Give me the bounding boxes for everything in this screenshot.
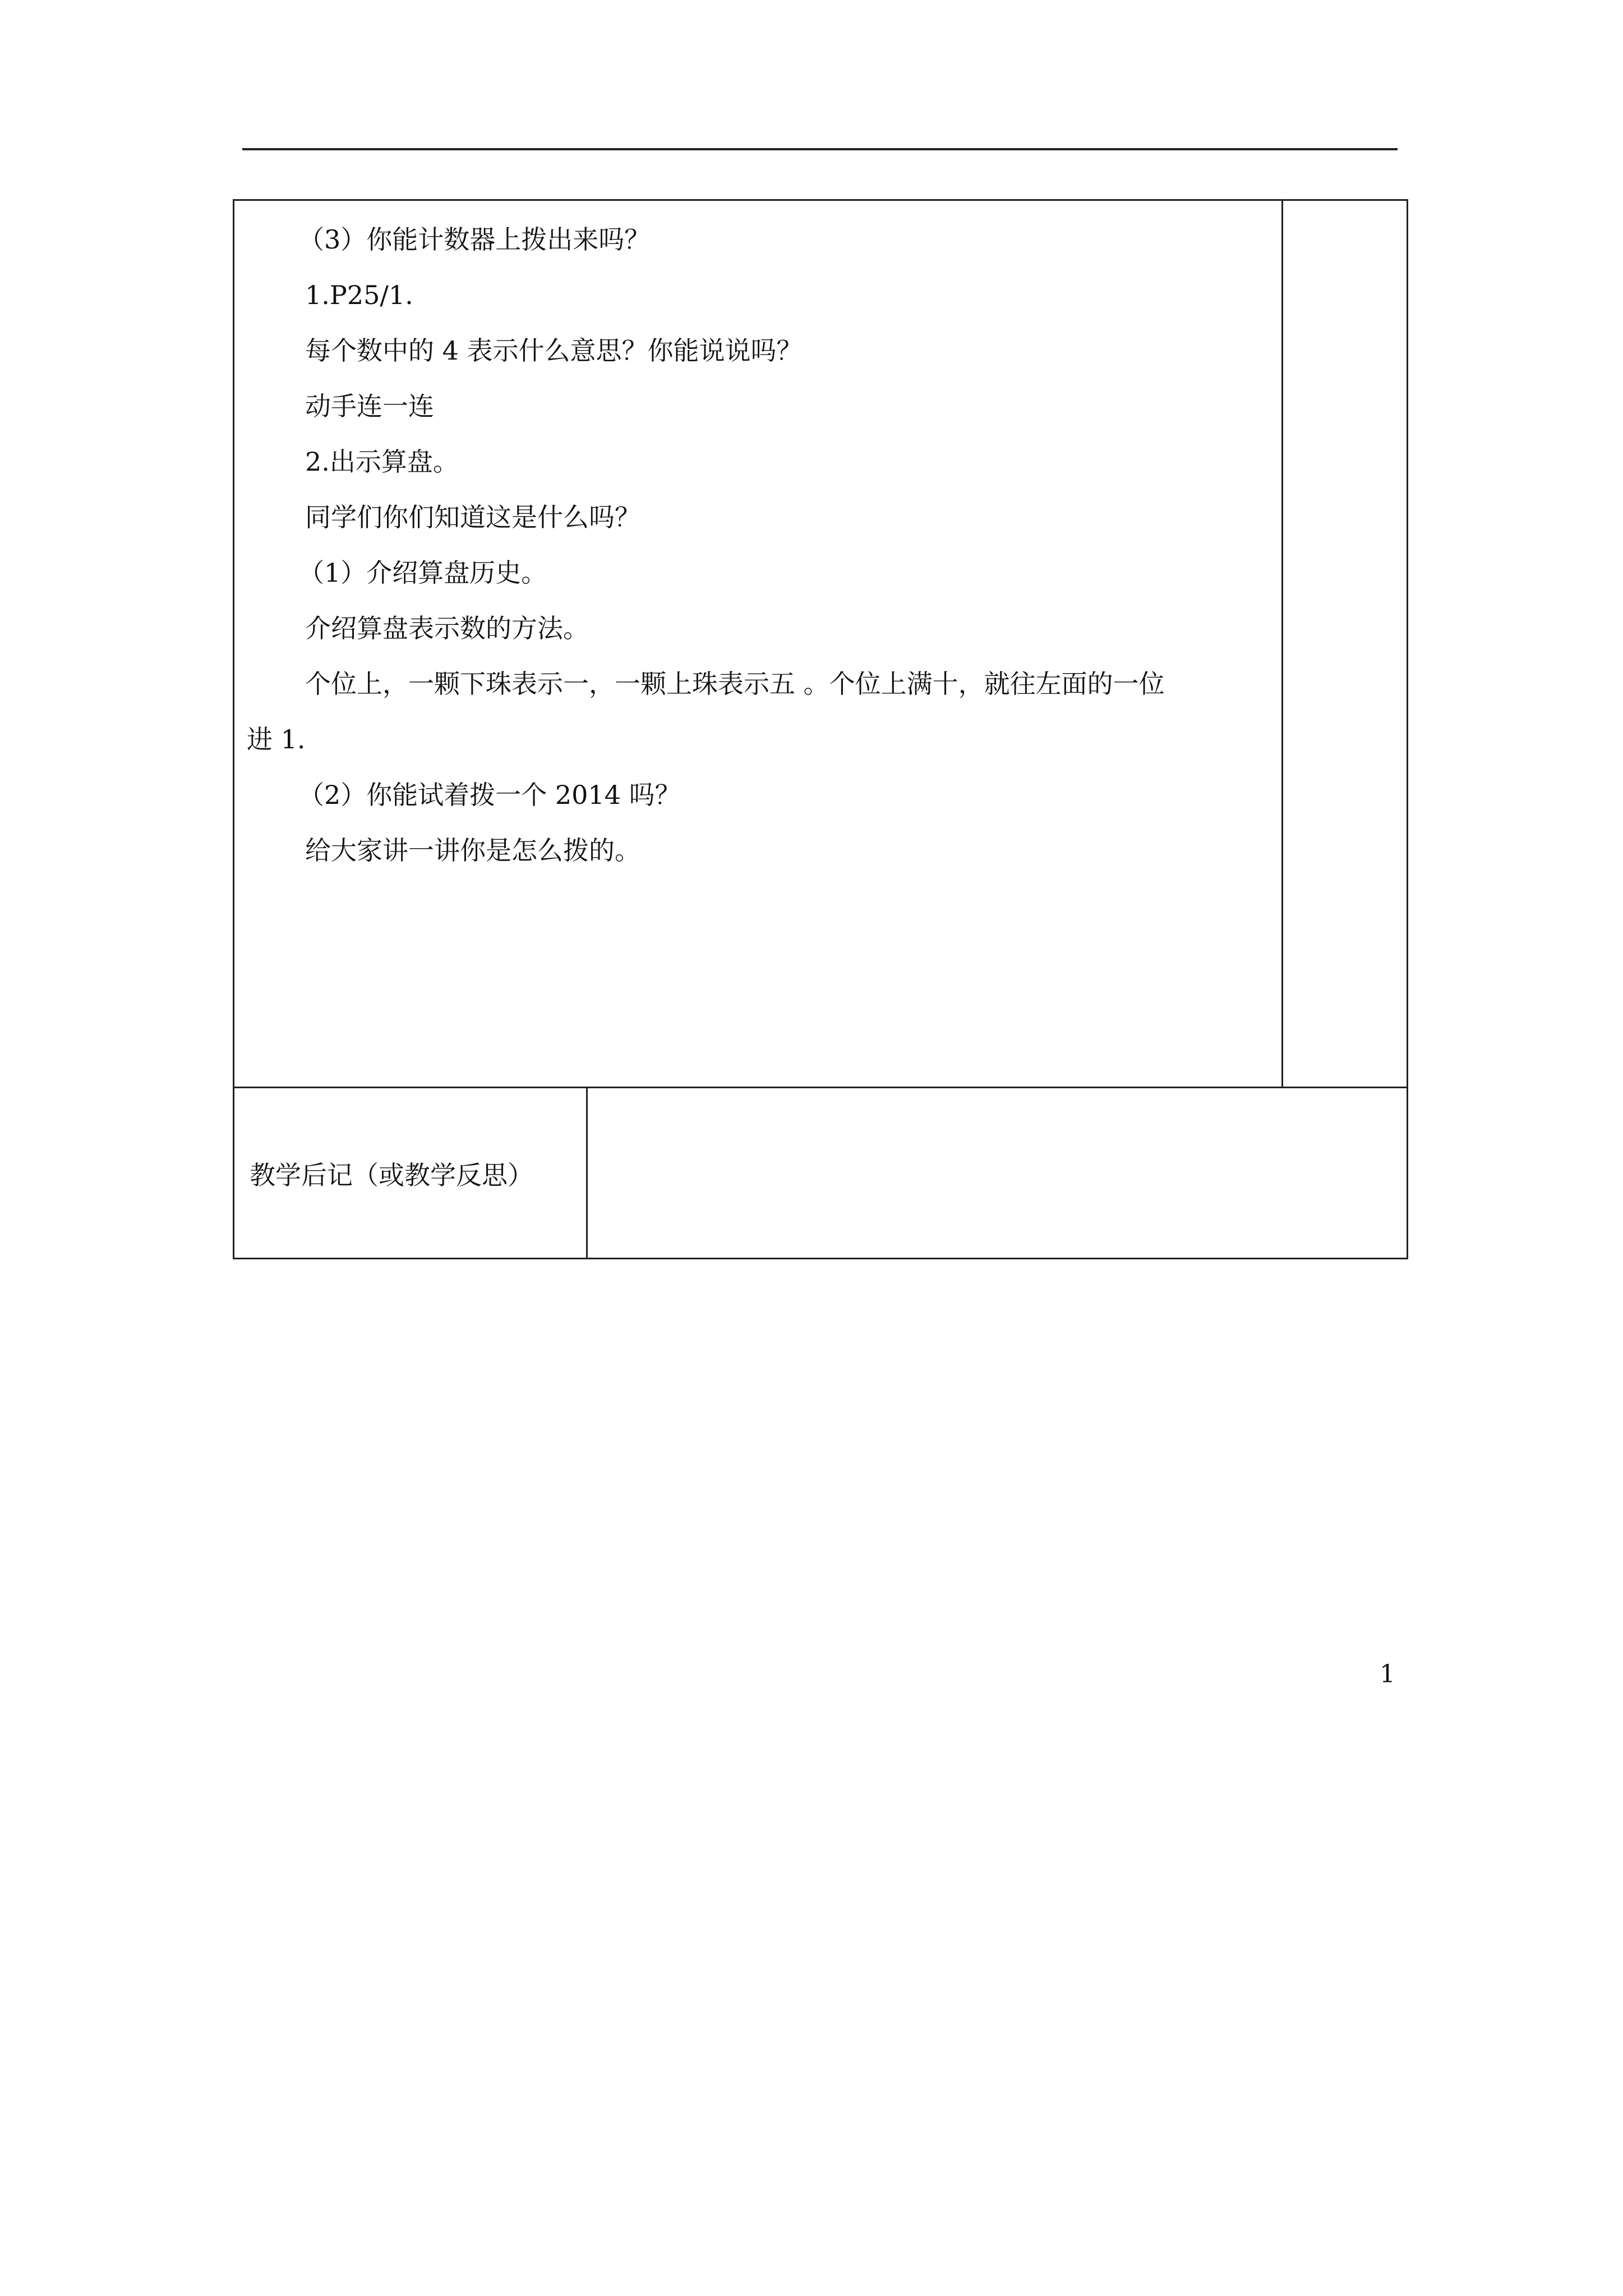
table-divider-right <box>1281 199 1283 1087</box>
text-line: 2.出示算盘。 <box>305 447 459 477</box>
text-line: 动手连一连 <box>305 391 434 421</box>
table-divider-row <box>233 1087 1408 1088</box>
text-line: 给大家讲一讲你是怎么拨的。 <box>305 835 640 866</box>
text-line: （3）你能计数器上拨出来吗？ <box>298 224 651 255</box>
text-line: 1.P25/1. <box>305 280 413 310</box>
table-divider-reflection <box>586 1087 588 1259</box>
text-line: （1）介绍算盘历史。 <box>298 558 547 588</box>
page-number: 1 <box>1380 1660 1395 1688</box>
text-line: 进 1. <box>247 724 306 754</box>
text-line: 每个数中的 4 表示什么意思？你能说说吗？ <box>305 335 803 366</box>
text-line: （2）你能试着拨一个 2014 吗？ <box>298 780 681 810</box>
reflection-label: 教学后记（或教学反思） <box>250 1160 533 1190</box>
text-line: 个位上，一颗下珠表示一，一颗上珠表示五 。个位上满十，就往左面的一位 <box>305 669 1165 699</box>
text-line: 同学们你们知道这是什么吗？ <box>305 502 640 532</box>
lesson-content <box>247 212 1274 878</box>
header-rule <box>242 148 1398 150</box>
text-line: 介绍算盘表示数的方法。 <box>305 613 589 643</box>
